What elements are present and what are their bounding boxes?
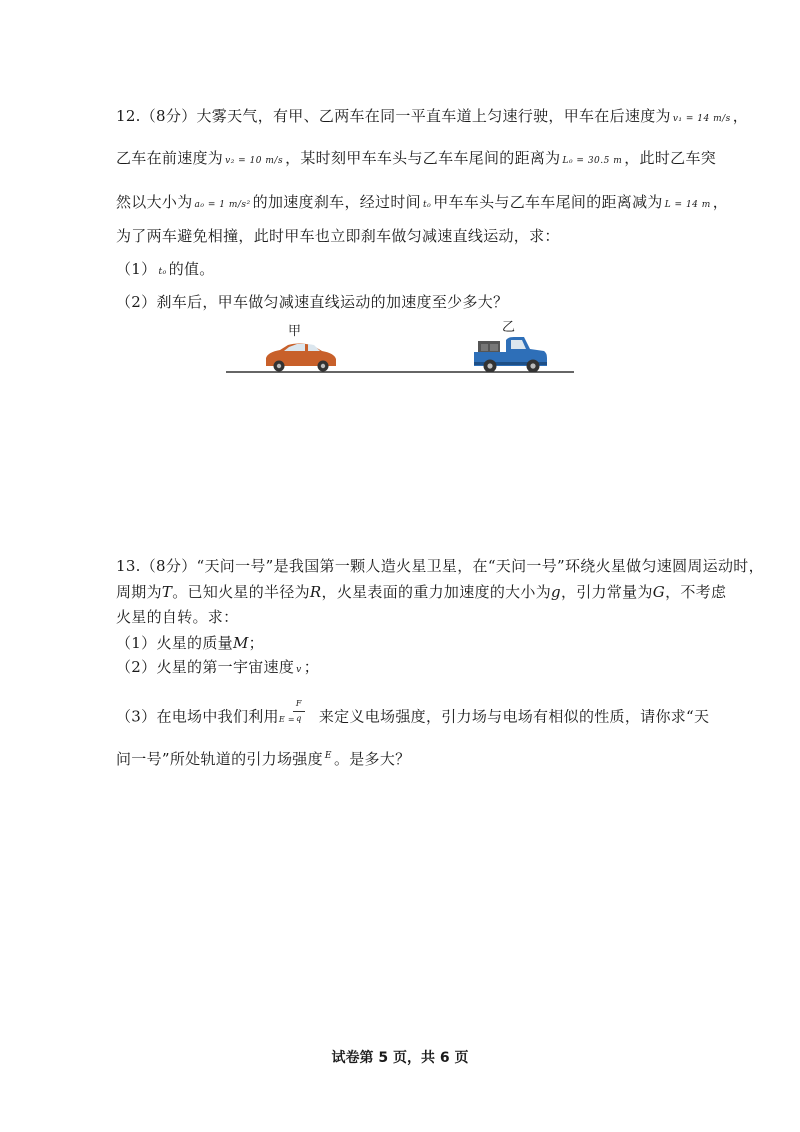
q13-text: 问一号”所处轨道的引力场强度 [116, 750, 323, 768]
q13-text: （3）在电场中我们利用 [116, 707, 279, 726]
q13-text: 。是多大？ [333, 750, 411, 768]
q13-punct: ； [248, 634, 264, 652]
q13-punct: ； [303, 658, 320, 676]
q12-text: 12.（8分）大雾天气，有甲、乙两车在同一平直车道上匀速行驶，甲车在后速度为 [116, 107, 671, 125]
car-a-label: 甲 [288, 324, 302, 339]
formula-lhs: E = [278, 715, 295, 724]
q13-text: ，火星表面的重力加速度的大小为 [321, 583, 552, 601]
q13-line-2 [116, 582, 726, 602]
q12-part-label: （1） [116, 260, 157, 278]
q13-line-1 [116, 556, 764, 576]
q12-text: 然以大小为 [116, 193, 193, 211]
q13-line-3 [116, 607, 238, 627]
q12-v1: v₁ = 14 m/s [672, 114, 731, 124]
q12-punct: ， [732, 107, 749, 125]
q13-var-E: E [324, 751, 332, 761]
q13-line-last [116, 746, 410, 769]
q12-a0: a₀ = 1 m/s² [194, 200, 251, 210]
q12-text: 乙车在前速度为 [116, 149, 224, 167]
q12-punct: ， [712, 193, 729, 211]
q12-text: 的加速度刹车，经过时间 [252, 193, 421, 211]
q13-text: （1）火星的质量 [116, 634, 233, 652]
q13-var-T: T [161, 583, 173, 601]
q13-var-v: v [296, 665, 302, 675]
q13-var-g: g [551, 583, 561, 601]
q13-var-M: M [232, 634, 249, 652]
q13-var-R: R [309, 583, 322, 601]
q13-text: 。已知火星的半径为 [172, 583, 310, 601]
q13-part-3 [116, 699, 710, 731]
q12-v2: v₂ = 10 m/s [225, 156, 284, 166]
q12-text: 的值。 [168, 260, 215, 278]
q12-t0: t₀ [158, 267, 167, 277]
q12-L: L = 14 m [664, 200, 711, 210]
car-b-icon [474, 337, 547, 373]
formula-numerator: F [295, 699, 302, 708]
car-b-label: 乙 [502, 320, 516, 335]
q13-var-G: G [652, 583, 666, 601]
q13-text: ，引力常量为 [560, 583, 653, 601]
car-a-window [308, 344, 320, 351]
q13-text: 火星的自转。求： [116, 608, 239, 626]
q13-text: 来定义电场强度，引力场与电场有相似的性质，请你求“天 [318, 707, 710, 726]
q13-text: 周期为 [116, 583, 162, 601]
q13-part-2 [116, 657, 319, 680]
formula-denominator: q [296, 714, 302, 723]
e-equals-f-over-q-formula [278, 698, 305, 725]
q12-text: （2）刹车后，甲车做匀减速直线运动的加速度至少多大？ [116, 293, 509, 311]
q12-t0: t₀ [422, 200, 432, 210]
q12-text: 为了两车避免相撞，此时甲车也立即刹车做匀减速直线运动，求： [116, 227, 560, 245]
q13-text: 13.（8分）“天问一号”是我国第一颗人造火星卫星，在“天问一号”环绕火星做匀速圆周运动时， [116, 557, 764, 575]
page-footer: 试卷第 5 页，共 6 页 [331, 1050, 469, 1066]
q13-text: （2）火星的第一宇宙速度 [116, 658, 295, 676]
q12-L0: L₀ = 30.5 m [562, 156, 623, 166]
q12-text: ，此时乙车突 [624, 149, 717, 167]
q12-text: 甲车车头与乙车车尾间的距离减为 [433, 193, 663, 211]
q13-text: ，不考虑 [665, 583, 727, 601]
q13-part-1 [116, 633, 264, 653]
q12-text: ，某时刻甲车车头与乙车车尾间的距离为 [285, 149, 561, 167]
car-a-icon [266, 344, 336, 372]
